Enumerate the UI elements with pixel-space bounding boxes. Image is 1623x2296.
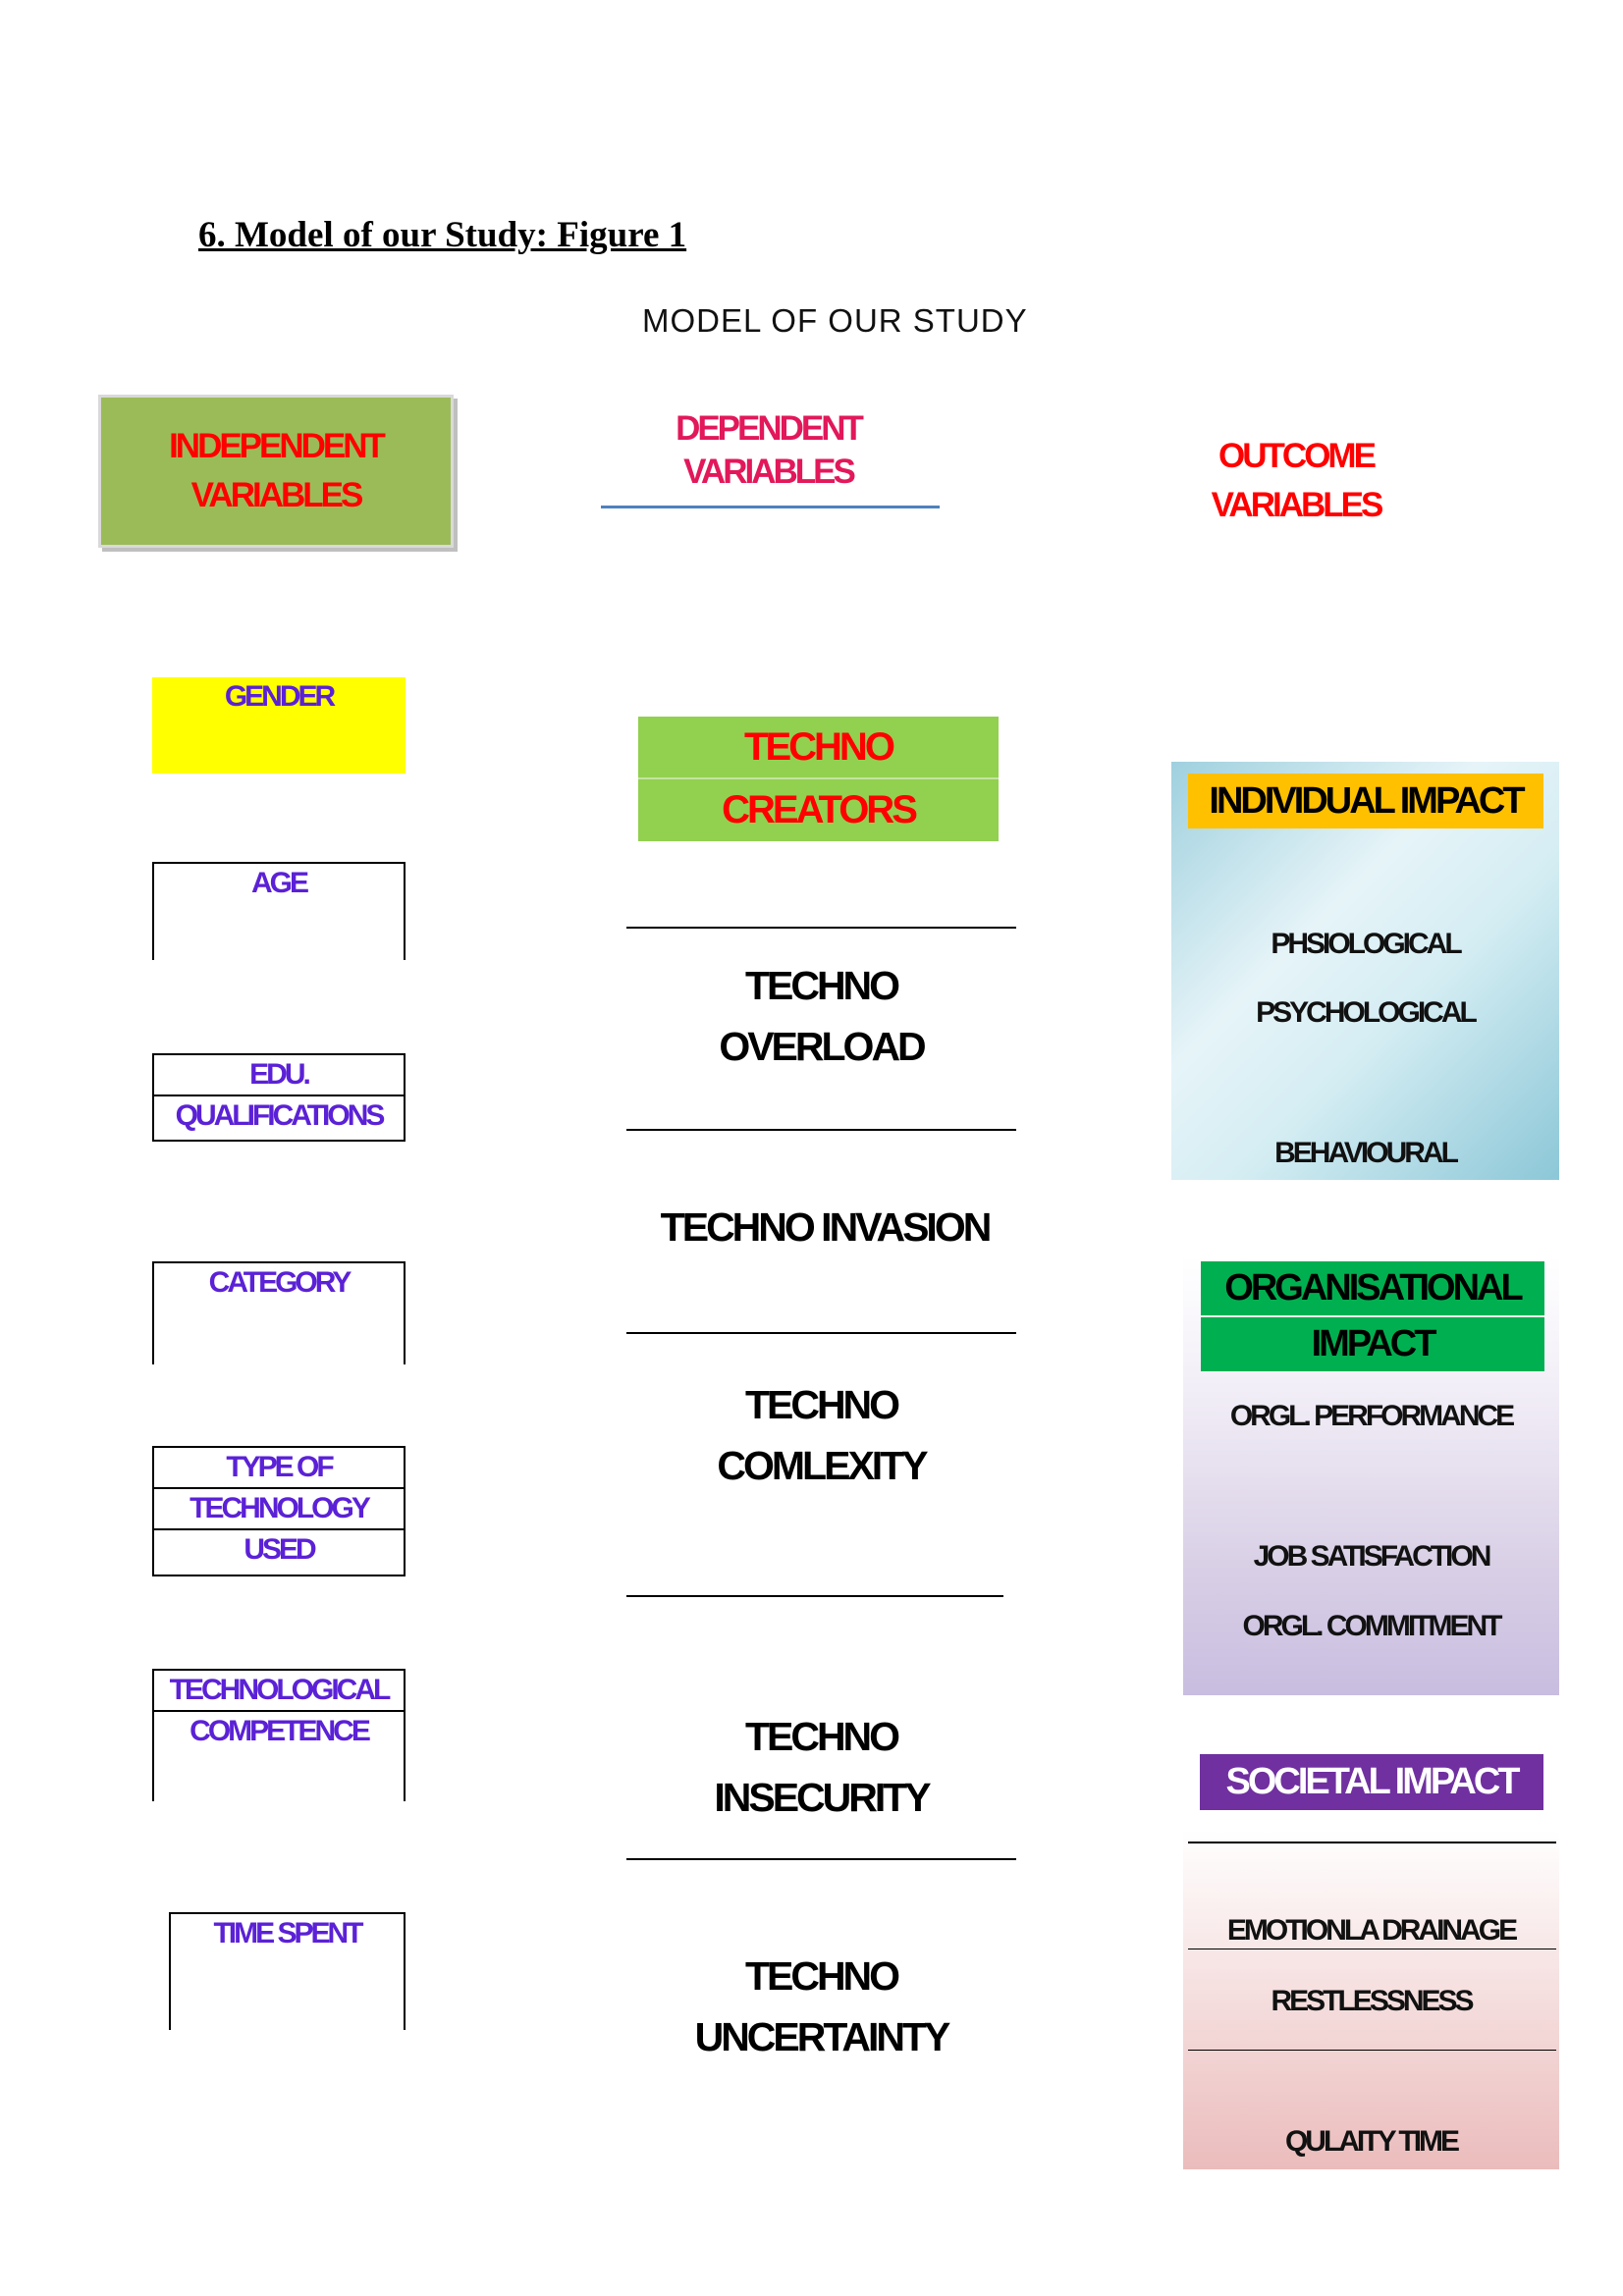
individual-item-physiological: PHSIOLOGICAL <box>1271 928 1460 960</box>
societal-item-restlessness: RESTLESSNESS <box>1271 1985 1472 2017</box>
independent-header-line2: VARIABLES <box>190 476 361 514</box>
societal-item-emotional-drainage: EMOTIONLA DRAINAGE <box>1226 1914 1516 1947</box>
edu-label-line1: EDU. <box>154 1055 404 1096</box>
figure-heading: 6. Model of our Study: Figure 1 <box>198 215 687 255</box>
techno-overload-line2: OVERLOAD <box>719 1024 924 1069</box>
techno-complexity <box>626 1374 1016 1496</box>
separator-line <box>626 1595 1003 1597</box>
edu-qualifications-box <box>152 1053 406 1142</box>
techno-creators-line1: TECHNO <box>638 717 999 779</box>
tech-used-line2: TECHNOLOGY <box>154 1489 404 1530</box>
organisational-item-performance: ORGL. PERFORMANCE <box>1229 1400 1513 1432</box>
category-box <box>152 1261 406 1364</box>
societal-separator <box>1188 2050 1556 2051</box>
individual-impact-title: INDIVIDUAL IMPACT <box>1188 774 1543 828</box>
separator-line <box>626 1332 1016 1334</box>
separator-line <box>626 927 1016 929</box>
techno-complexity-line1: TECHNO <box>744 1382 898 1427</box>
techno-insecurity-line1: TECHNO <box>744 1714 898 1759</box>
category-label: CATEGORY <box>208 1266 350 1299</box>
independent-header-line1: INDEPENDENT <box>169 427 383 465</box>
organisational-item-commitment: ORGL. COMMITMENT <box>1242 1610 1500 1642</box>
age-box <box>152 862 406 960</box>
competence-line1: TECHNOLOGICAL <box>154 1671 404 1712</box>
dependent-header-line1: DEPENDENT <box>676 409 861 448</box>
techno-uncertainty-line1: TECHNO <box>744 1953 898 1999</box>
independent-variables-header <box>98 395 454 548</box>
techno-creators-box <box>638 717 999 841</box>
separator-line <box>626 1129 1016 1131</box>
techno-creators-line2: CREATORS <box>722 788 915 831</box>
societal-item-quality-time: QULAITY TIME <box>1284 2125 1458 2158</box>
separator-line <box>626 1858 1016 1860</box>
tech-used-line1: TYPE OF <box>154 1448 404 1489</box>
societal-impact-title: SOCIETAL IMPACT <box>1200 1754 1543 1810</box>
techno-invasion <box>609 1197 1041 1257</box>
techno-complexity-line2: COMLEXITY <box>717 1443 926 1488</box>
competence-line2: COMPETENCE <box>189 1715 368 1747</box>
outcome-variables-header <box>1178 432 1414 530</box>
techno-insecurity <box>626 1706 1016 1828</box>
outcome-header-line1: OUTCOME <box>1218 437 1374 475</box>
technology-used-box <box>152 1446 406 1576</box>
organisational-impact-title <box>1201 1261 1544 1371</box>
organisational-title-line1: ORGANISATIONAL <box>1201 1261 1544 1317</box>
techno-overload-line1: TECHNO <box>744 963 898 1008</box>
outcome-header-line2: VARIABLES <box>1211 486 1381 524</box>
individual-item-psychological: PSYCHOLOGICAL <box>1256 996 1475 1029</box>
time-spent-box <box>169 1912 406 2030</box>
technological-competence-box <box>152 1669 406 1801</box>
time-spent-label: TIME SPENT <box>213 1917 361 1949</box>
age-label: AGE <box>250 867 306 899</box>
individual-item-behavioural: BEHAVIOURAL <box>1274 1137 1456 1169</box>
gender-box <box>152 677 406 774</box>
dependent-header-line2: VARIABLES <box>683 453 853 491</box>
techno-invasion-label: TECHNO INVASION <box>660 1204 990 1250</box>
gender-label: GENDER <box>224 680 334 713</box>
model-title: MODEL OF OUR STUDY <box>642 302 1028 339</box>
societal-separator <box>1188 1842 1556 1843</box>
dependent-header-underline <box>601 506 940 508</box>
organisational-title-line2: IMPACT <box>1311 1323 1434 1364</box>
techno-uncertainty-line2: UNCERTAINTY <box>694 2014 948 2059</box>
techno-uncertainty <box>626 1946 1016 2067</box>
techno-overload <box>626 955 1016 1077</box>
organisational-item-job-satisfaction: JOB SATISFACTION <box>1253 1540 1489 1573</box>
edu-label-line2: QUALIFICATIONS <box>175 1099 383 1132</box>
dependent-variables-header <box>599 407 938 494</box>
techno-insecurity-line2: INSECURITY <box>714 1775 929 1820</box>
tech-used-line3: USED <box>243 1533 314 1566</box>
